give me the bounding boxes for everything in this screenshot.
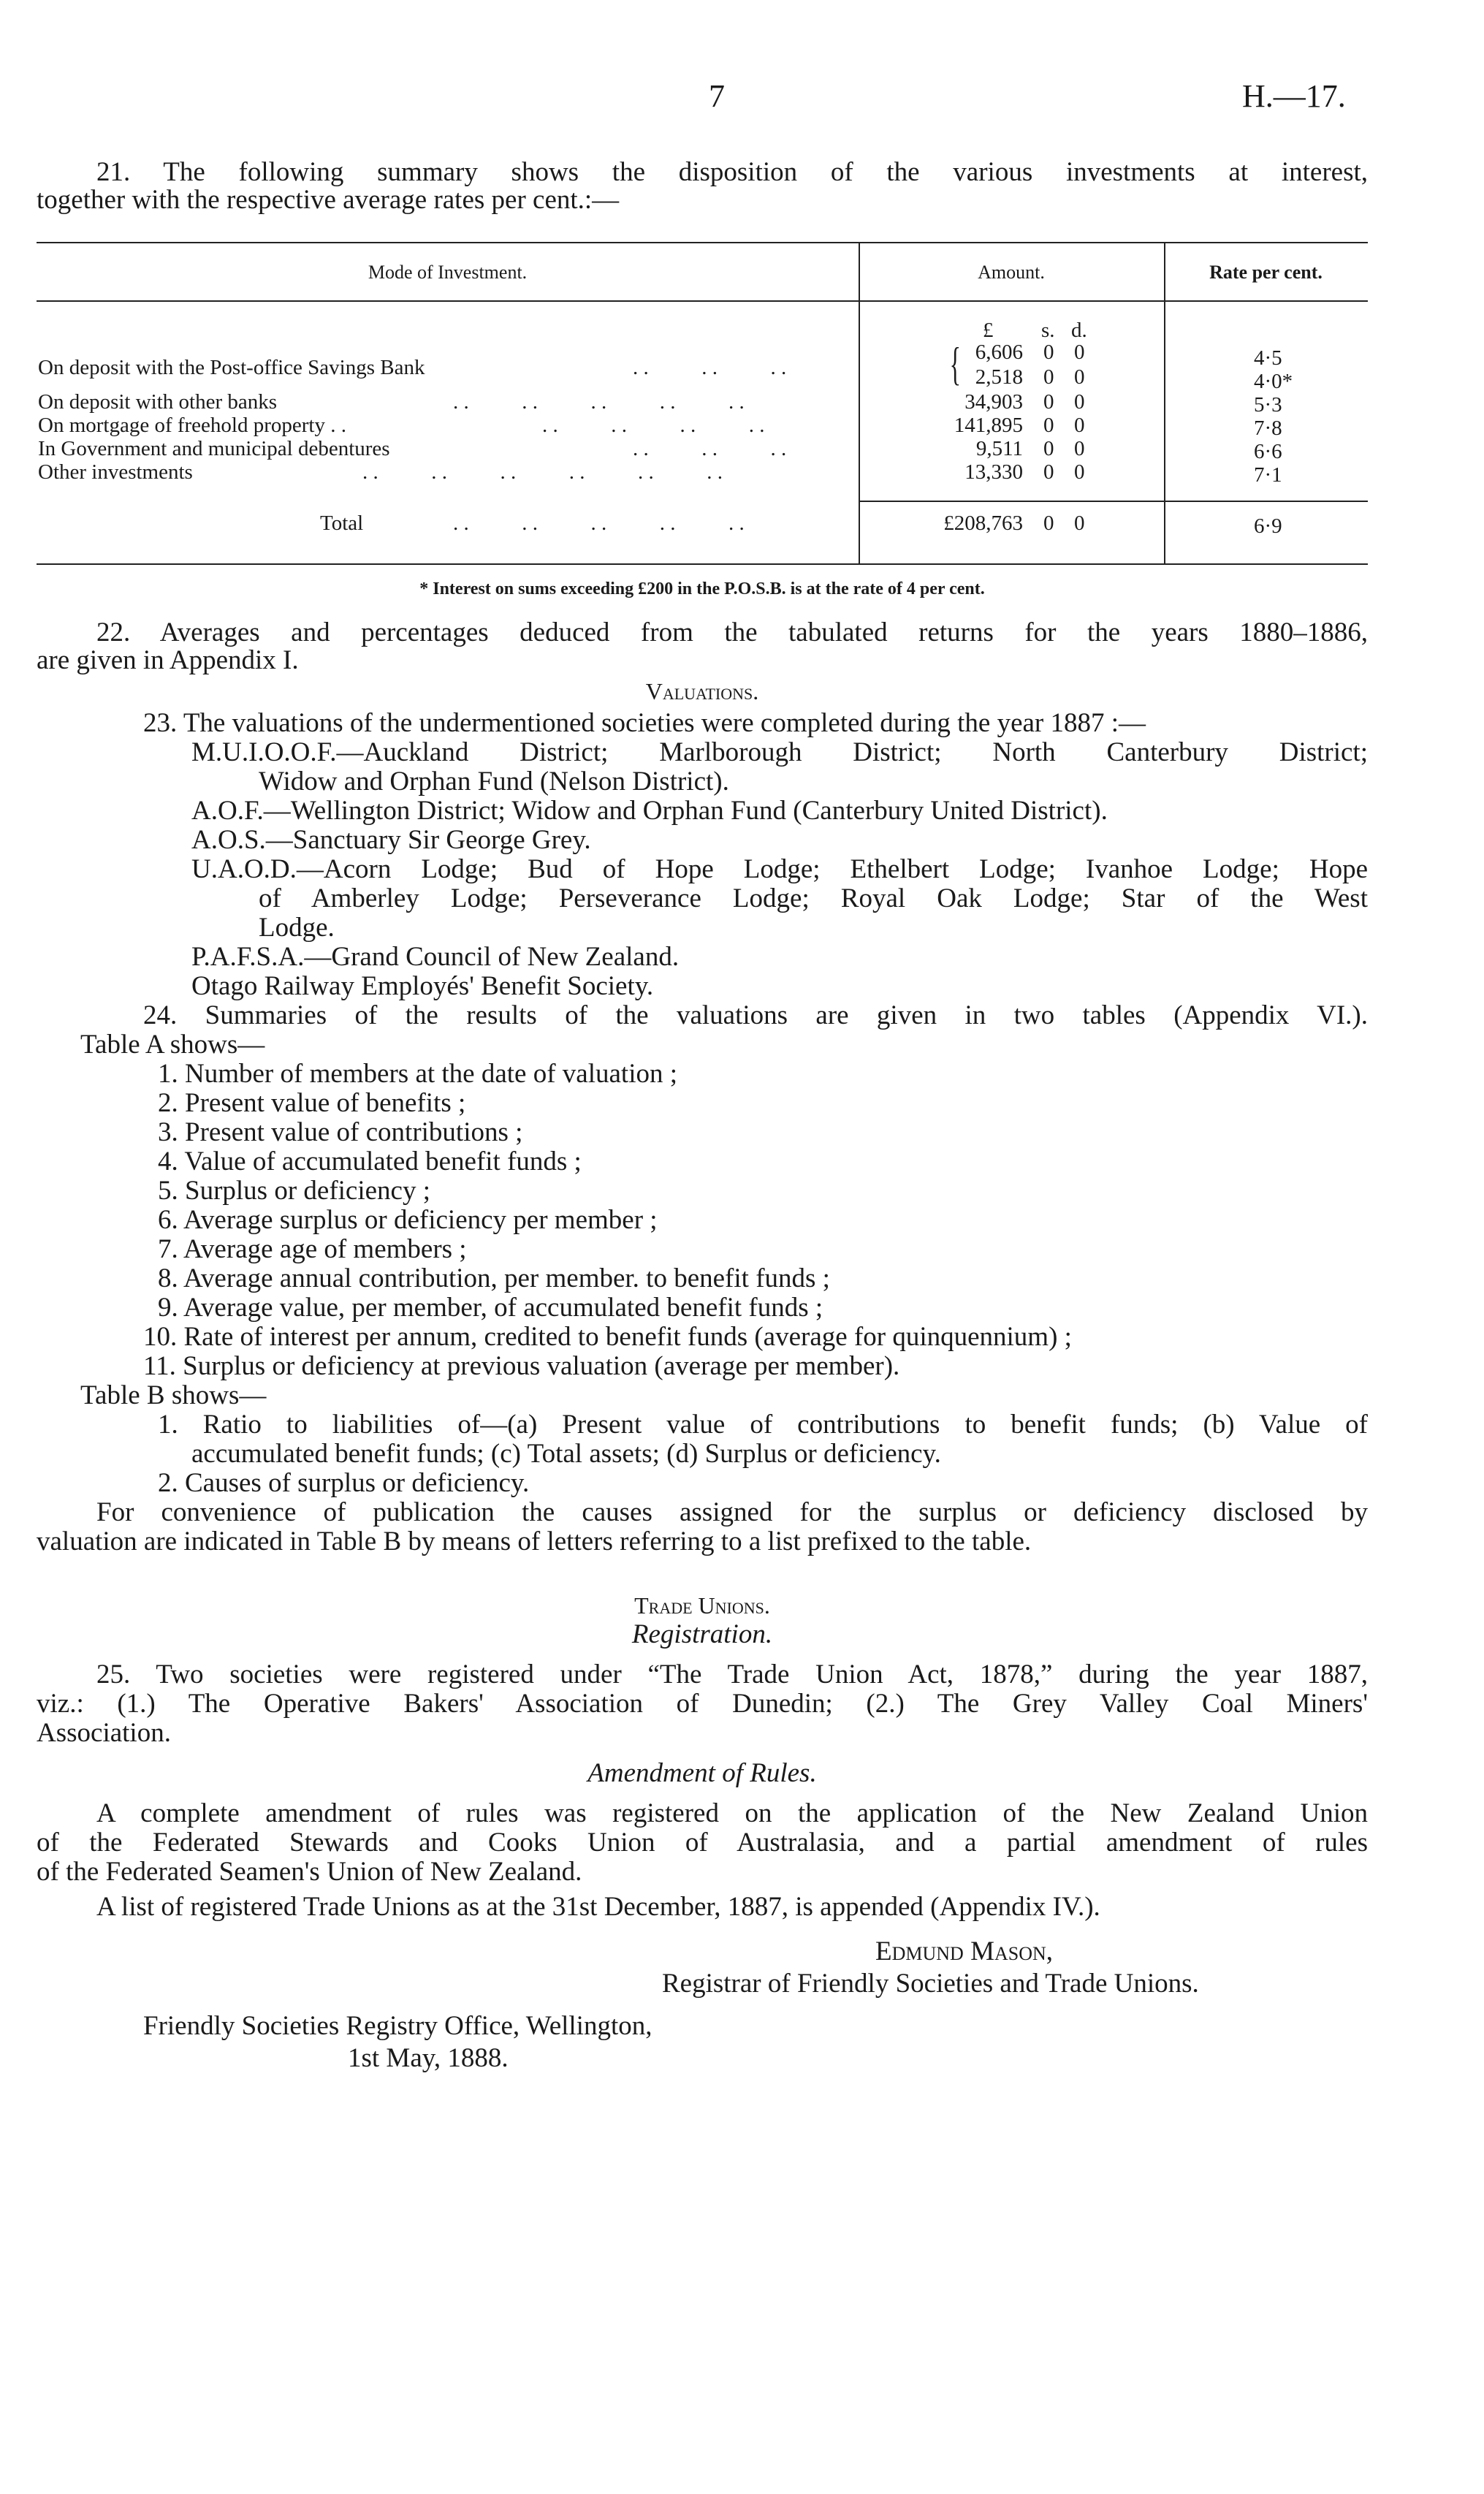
amount-shillings: 0 [1043,460,1054,484]
currency-pounds: £ [983,319,994,342]
row-label: Other investments [38,460,193,484]
amount-pounds: 9,511 [975,437,1023,460]
table-b-item-2: 2. Causes of surplus or deficiency. [158,1468,530,1498]
total-rate: 6·9 [1254,514,1282,538]
valuation-line: Otago Railway Employés' Benefit Society. [191,971,654,1001]
signatory-name: Edmund Mason, [875,1936,1054,1966]
valuation-line: Lodge. [259,913,335,943]
total-pence: 0 [1074,512,1085,535]
table-a-item: 8. Average annual contribution, per member. to benefit funds ; [158,1263,830,1293]
signature-date: 1st May, 1888. [348,2043,509,2073]
convenience-line-2: valuation are indicated in Table B by means of letters referring to a list prefixed to the table. [37,1527,1032,1556]
total-pounds: £208,763 [943,512,1023,535]
amount-pence: 0 [1074,390,1085,414]
table-a-item: 11. Surplus or deficiency at previous valuation (average per member). [143,1351,900,1381]
table-a-item: 9. Average value, per member, of accumulated benefit funds ; [158,1293,823,1323]
amount-pounds: 6,606 [975,341,1023,364]
para-22-line-2: are given in Appendix I. [37,645,299,675]
table-top-rule [37,242,1368,243]
amount-pence: 0 [1074,414,1085,437]
table-a-item: 1. Number of members at the date of valuation ; [158,1059,678,1089]
table-a-item: 3. Present value of contributions ; [158,1117,523,1147]
row-label: On mortgage of freehold property . . [38,414,346,437]
valuation-line: P.A.F.S.A.—Grand Council of New Zealand. [191,942,680,972]
rate-value: 4·0* [1254,370,1293,393]
valuation-line: of Amberley Lodge; Perseverance Lodge; Royal Oak Lodge; Star of the West [259,883,1368,913]
document-reference: H.—17. [1242,78,1346,114]
para-25-line-2: viz.: (1.) The Operative Bakers' Association of Dunedin; (2.) The Grey Valley Coal Miners' [37,1689,1368,1719]
table-a-item: 6. Average surplus or deficiency per member ; [158,1205,658,1235]
table-a-item: 4. Value of accumulated benefit funds ; [158,1147,582,1176]
brace-icon: { [949,338,962,389]
rate-value: 5·3 [1254,393,1282,417]
row-leader-dots: . . . . . . . . . . . . [362,460,723,484]
amount-pence: 0 [1074,341,1085,364]
valuations-heading: Valuations. [645,678,759,704]
header-amount: Amount. [978,262,1045,283]
amendment-line-2: of the Federated Stewards and Cooks Union of Australasia, and a partial amendment of rules [37,1828,1368,1858]
amount-shillings: 0 [1043,437,1054,460]
table-header-rule [37,300,1368,302]
row-leader-dots: . . . . . . [633,356,787,379]
table-b-intro: Table B shows— [80,1380,267,1410]
para-24-line: 24. Summaries of the results of the valuations are given in two tables (Appendix VI.). [143,1000,1368,1030]
registry-office: Friendly Societies Registry Office, Wellington, [143,2011,652,2041]
rate-value: 4·5 [1254,346,1282,370]
signatory-title: Registrar of Friendly Societies and Trade Unions. [662,1969,1199,1999]
trade-unions-heading: Trade Unions. [634,1592,770,1619]
table-a-item: 10. Rate of interest per annum, credited to benefit funds (average for quinquennium) ; [143,1322,1072,1352]
table-footnote: * Interest on sums exceeding £200 in the P.O.S.B. is at the rate of 4 per cent. [419,579,985,598]
row-leader-dots: . . . . . . [633,437,787,460]
valuation-line: A.O.F.—Wellington District; Widow and Orphan Fund (Canterbury United District). [191,796,1108,826]
table-a-item: 2. Present value of benefits ; [158,1088,466,1118]
para-25-line-1: 25. Two societies were registered under “The Trade Union Act, 1878,” during the year 1887, [96,1660,1368,1689]
para-23-line: 23. The valuations of the undermentioned societies were completed during the year 1887 :— [143,708,1146,738]
currency-shillings: s. [1041,319,1055,342]
rate-value: 7·8 [1254,417,1282,440]
table-bottom-rule [37,563,1368,565]
convenience-line-1: For convenience of publication the causes assigned for the surplus or deficiency disclosed by [96,1497,1368,1527]
amount-pounds: 2,518 [975,365,1023,389]
row-label: In Government and municipal debentures [38,437,390,460]
page-number: 7 [709,78,725,114]
para-22-line-1: 22. Averages and percentages deduced from the tabulated returns for the years 1880–1886, [96,617,1368,647]
table-divider-2 [1164,242,1165,563]
total-leader-dots: . . . . . . . . . . [453,512,745,535]
amount-pence: 0 [1074,437,1085,460]
amendment-line-3: of the Federated Seamen's Union of New Zealand. [37,1857,582,1887]
row-label: On deposit with other banks [38,390,278,414]
registration-subheading: Registration. [631,1619,773,1649]
currency-pence: d. [1071,319,1087,342]
row-leader-dots: . . . . . . . . [542,414,765,437]
amendment-subheading: Amendment of Rules. [587,1758,817,1788]
amount-pounds: 34,903 [964,390,1023,414]
amount-pounds: 141,895 [954,414,1023,437]
table-a-intro: Table A shows— [80,1030,265,1060]
total-label: Total [320,512,364,535]
appendix-list-line: A list of registered Trade Unions as at the 31st December, 1887, is appended (Appendix IV.). [96,1892,1100,1922]
amount-pence: 0 [1074,460,1085,484]
para-21-line-2: together with the respective average rates per cent.:— [37,185,620,215]
table-b-item-1-line-2: accumulated benefit funds; (c) Total assets; (d) Surplus or deficiency. [191,1439,941,1469]
table-a-item: 5. Surplus or deficiency ; [158,1176,430,1206]
row-label: On deposit with the Post-office Savings Bank [38,356,425,379]
amount-shillings: 0 [1043,341,1054,364]
total-shillings: 0 [1043,512,1054,535]
header-rate: Rate per cent. [1209,262,1323,283]
rate-value: 6·6 [1254,440,1282,463]
table-divider-1 [859,242,860,563]
row-leader-dots: . . . . . . . . . . [453,390,745,414]
amount-shillings: 0 [1043,414,1054,437]
amendment-line-1: A complete amendment of rules was registered on the application of the New Zealand Union [96,1798,1368,1828]
valuation-line: Widow and Orphan Fund (Nelson District). [259,767,729,797]
total-rule-amount [859,501,1368,502]
table-a-item: 7. Average age of members ; [158,1234,467,1264]
valuation-line: A.O.S.—Sanctuary Sir George Grey. [191,825,591,855]
amount-pence: 0 [1074,365,1085,389]
table-b-item-1-line-1: 1. Ratio to liabilities of—(a) Present value of contributions to benefit funds; (b) Value of [158,1410,1368,1440]
amount-pounds: 13,330 [964,460,1023,484]
valuation-line: U.A.O.D.—Acorn Lodge; Bud of Hope Lodge; Ethelbert Lodge; Ivanhoe Lodge; Hope [191,854,1368,884]
para-21-line-1: 21. The following summary shows the disposition of the various investments at interest, [96,157,1368,187]
para-25-line-3: Association. [37,1718,171,1748]
valuation-line: M.U.I.O.O.F.—Auckland District; Marlborough District; North Canterbury District; [191,737,1368,767]
rate-value: 7·1 [1254,463,1282,487]
amount-shillings: 0 [1043,390,1054,414]
amount-shillings: 0 [1043,365,1054,389]
header-mode: Mode of Investment. [368,262,528,283]
